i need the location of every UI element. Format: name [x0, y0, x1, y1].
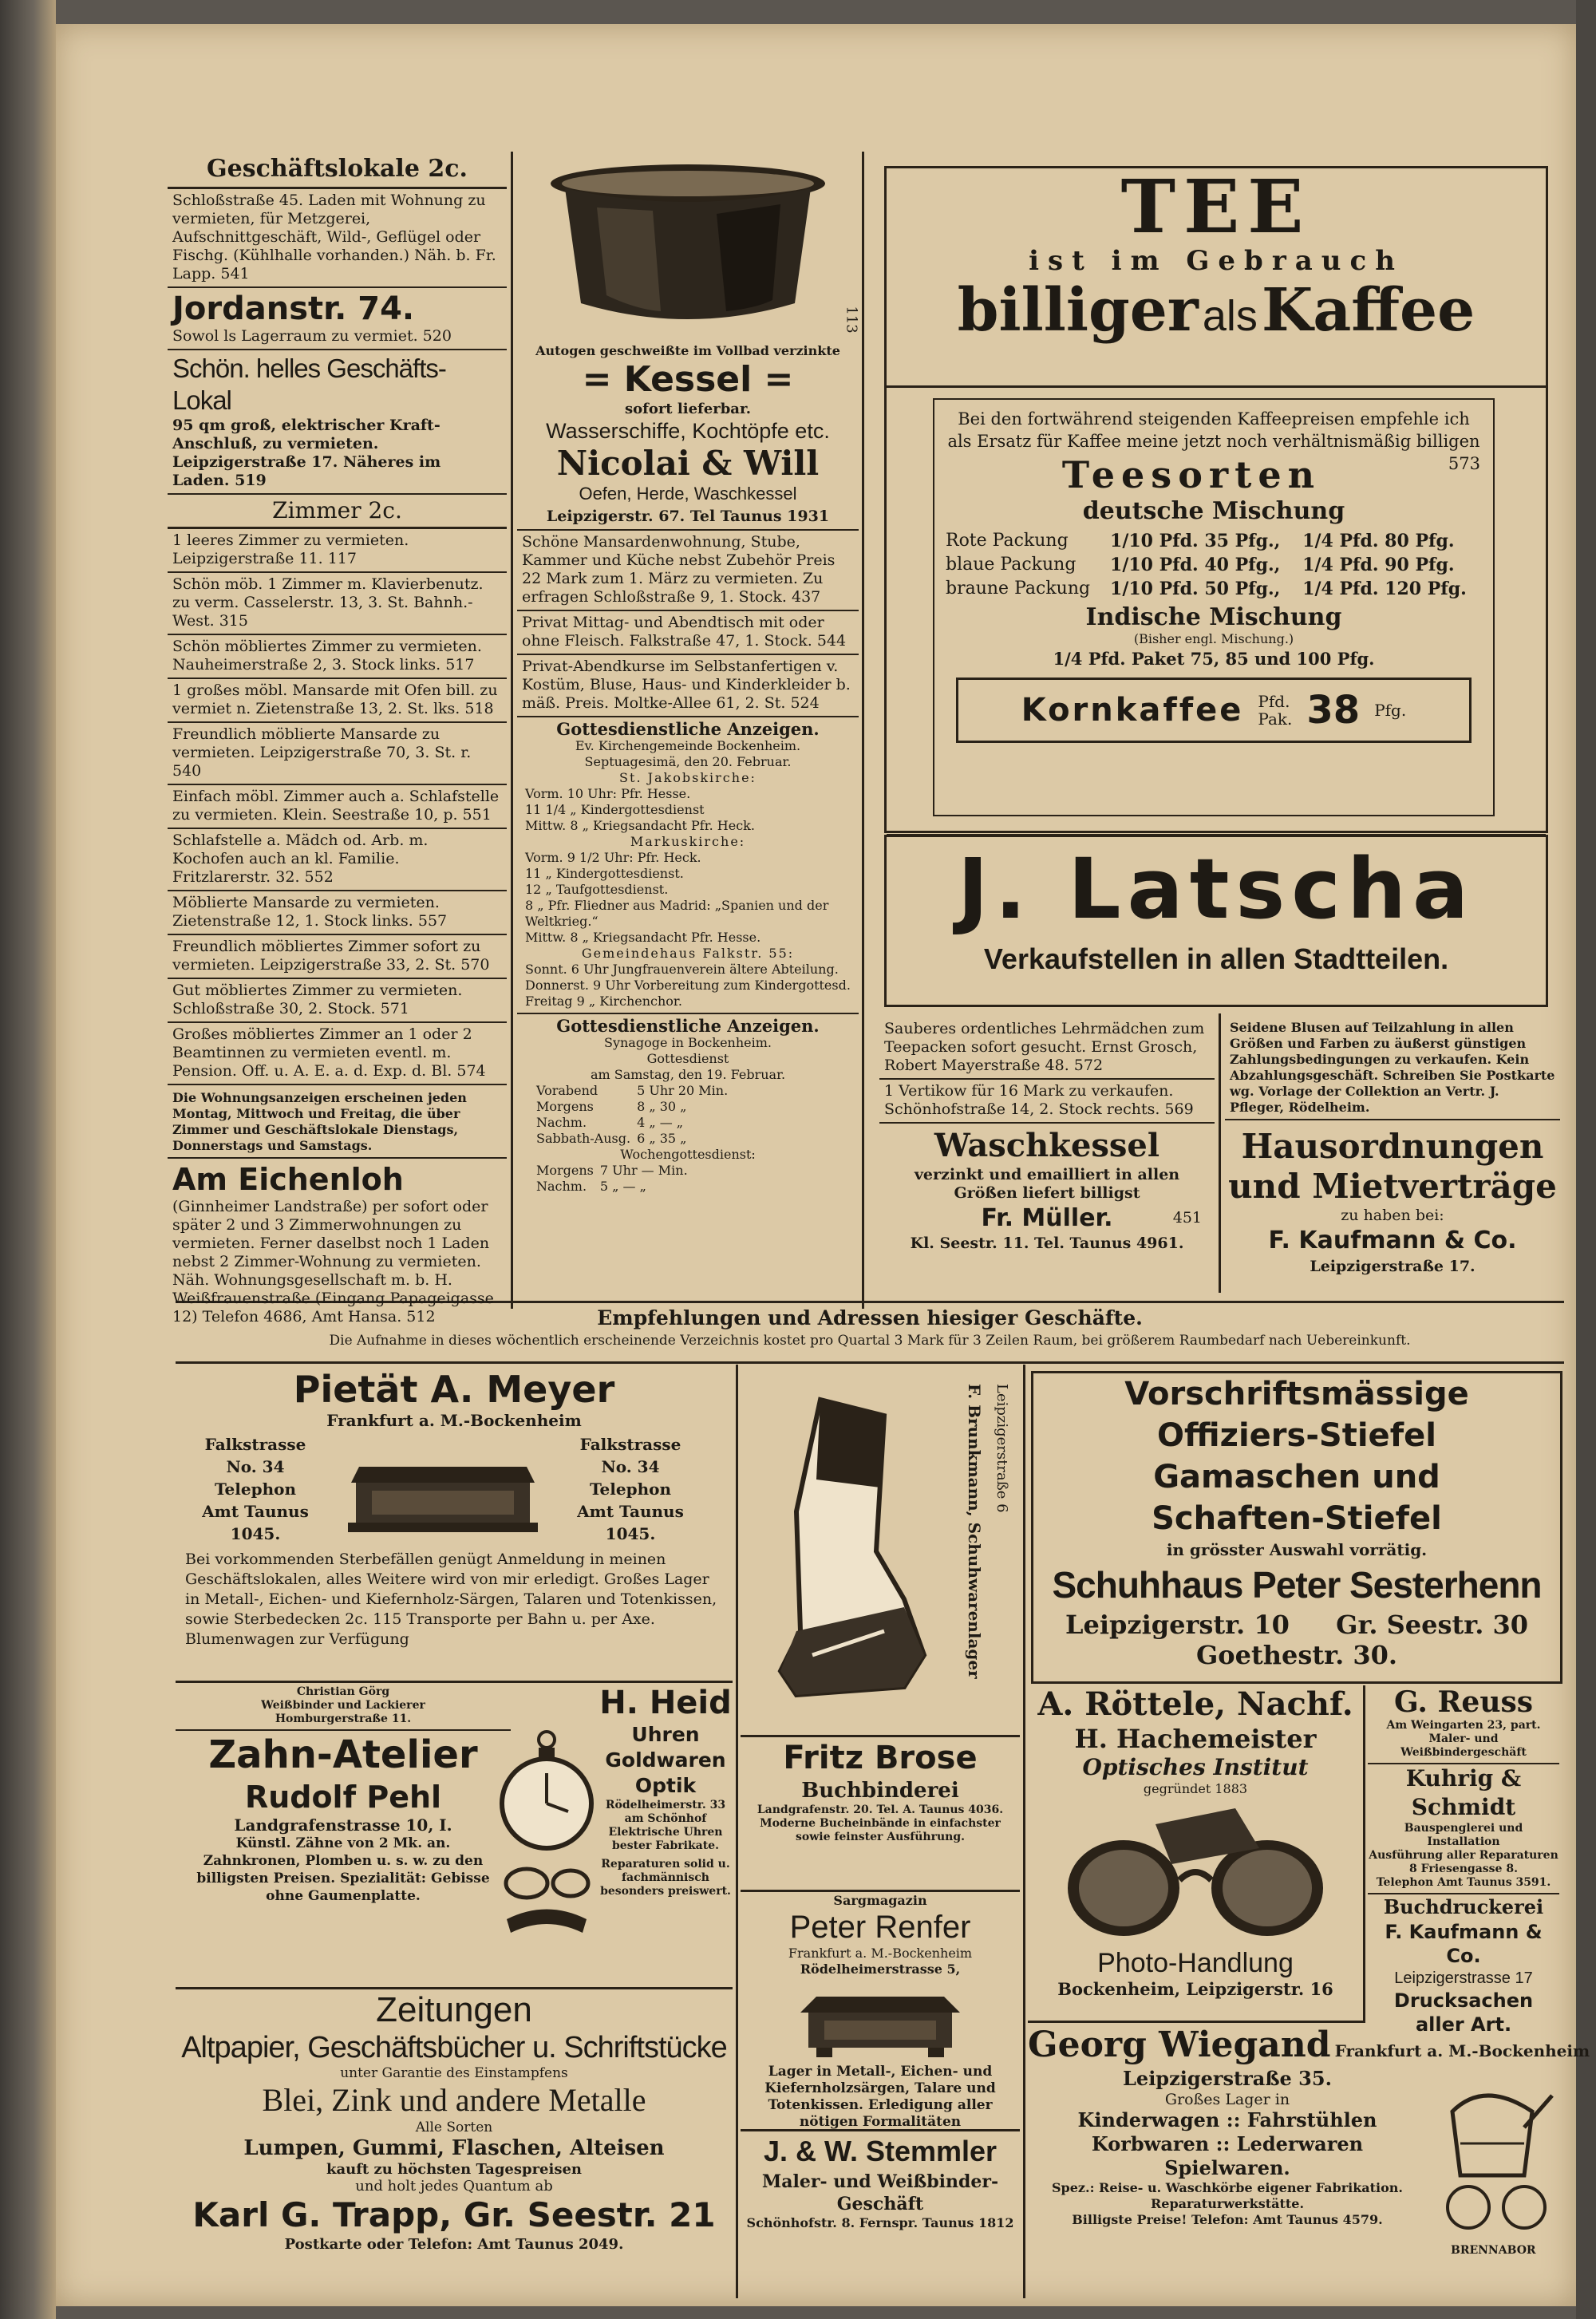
text-line: Telephon — [589, 1479, 672, 1499]
classified-ad — [1225, 1017, 1560, 1120]
section-header-geschaeftslokale: Geschäftslokale 2c. — [168, 152, 507, 189]
time-cell: 5 Uhr 20 Min. — [637, 1083, 729, 1098]
unit2: Pak. — [1258, 709, 1293, 729]
time-cell: 4 „ — „ — [637, 1115, 684, 1130]
classified-ad — [168, 1159, 507, 1329]
text-line: Am Weingarten 23, part. — [1386, 1719, 1541, 1732]
kornkaffee-label: Kornkaffee — [1021, 692, 1244, 729]
buch-addr: Leipzigerstrasse 17 — [1394, 1969, 1533, 1987]
ad-text: Sowol ls Lagerraum zu vermiet. 520 — [172, 327, 452, 345]
indische-line: 1/4 Pfd. Paket 75, 85 und 100 Pfg. — [1053, 649, 1375, 669]
pietaet-mid — [176, 1430, 733, 1550]
time-cell: 6 „ 35 „ — [637, 1131, 687, 1146]
buch-title: Buchdruckerei — [1383, 1895, 1544, 1918]
time-cell: 7 Uhr — Min. — [599, 1163, 688, 1178]
kuhrig-title: Kuhrig & Schmidt — [1405, 1765, 1522, 1820]
notice-text: Die Wohnungsanzeigen erscheinen jeden Montag, Mittwoch und Freitag, die über Zimmer und Geschäftslokale Dienstags, Donnerstags und Samstags. — [172, 1090, 467, 1153]
haus-sub: zu haben bei: — [1341, 1207, 1444, 1224]
text-line: Homburgerstraße 11. — [275, 1713, 412, 1725]
zeit-lumpen: Lumpen, Gummi, Flaschen, Alteisen — [243, 2136, 665, 2160]
time-cell: Vorabend — [536, 1083, 598, 1098]
text-line: Bauspenglerei und Installation — [1404, 1822, 1523, 1848]
tee-intro-text: Bei den fortwährend steigenden Kaffeepreisen empfehle ich als Ersatz für Kaffee meine jetzt noch verhältnismäßig billigen — [947, 409, 1480, 451]
text-line: Uhren — [631, 1723, 700, 1746]
zahn-name: Rudolf Pehl — [244, 1780, 442, 1815]
kornkaffee-price: 38 — [1306, 688, 1361, 733]
kessel-goods: Oefen, Herde, Waschkessel — [579, 484, 797, 504]
price-cell: braune Packung — [946, 579, 1091, 599]
renfer-sub: Sargmagazin — [833, 1893, 927, 1908]
empf-title: Empfehlungen und Adressen hiesiger Geschäfte. — [597, 1306, 1143, 1329]
church-line: Donnerst. 9 Uhr Vorbereitung zum Kindergottesd. — [525, 978, 851, 993]
roettele-ad — [1028, 1685, 1365, 2023]
price-cell: 1/10 Pfd. 40 Pfg., — [1110, 555, 1281, 575]
synagogue-sub2: Gottesdienst — [646, 1051, 729, 1066]
latscha-title: J. Latscha — [957, 840, 1476, 938]
time-cell: Nachm. — [536, 1179, 587, 1194]
tee-ad — [884, 166, 1548, 833]
heid-lines — [598, 1722, 733, 1799]
haus-addr: Leipzigerstraße 17. — [1310, 1258, 1476, 1275]
column-rule — [862, 152, 864, 1309]
church-line: Markuskirche: — [630, 834, 746, 849]
roettele-title: A. Röttele, Nachf. — [1037, 1685, 1353, 1723]
text-line: Goldwaren — [605, 1748, 726, 1772]
price-cell: 1/4 Pfd. 90 Pfg. — [1302, 555, 1455, 575]
sest-addr2: Gr. Seestr. 30 — [1336, 1610, 1528, 1640]
church-line: Mittw. 8 „ Kriegsandacht Pfr. Heck. — [525, 818, 755, 833]
ad-text: 1 Vertikow für 16 Mark zu verkaufen. Schönhofstraße 14, 2. Stock rechts. 569 — [884, 1082, 1194, 1118]
church-sub: Ev. Kirchengemeinde Bockenheim. — [575, 738, 801, 753]
church-date: Septuagesimä, den 20. Februar. — [584, 754, 792, 769]
trapp-ad — [176, 1990, 733, 2298]
section-header-zimmer: Zimmer 2c. — [168, 495, 507, 529]
latscha-ad — [884, 835, 1548, 1007]
right-right-ads — [1225, 1017, 1560, 1275]
classified-ad — [517, 611, 859, 655]
price-row — [942, 553, 1485, 577]
tee-intro — [934, 400, 1493, 473]
heid-rep: Reparaturen solid u. fachmännisch besonders preiswert. — [600, 1858, 731, 1898]
church-line: Gemeindehaus Falkstr. 55: — [581, 946, 795, 961]
text-line: Christian Görg — [296, 1685, 390, 1698]
haus-title: Hausordnungen und Mietverträge — [1228, 1127, 1557, 1206]
church-notices — [517, 717, 859, 1014]
pietaet-title: Pietät A. Meyer — [293, 1368, 615, 1411]
price-cell: blaue Packung — [946, 555, 1077, 575]
indische-mischung: Indische Mischung — [1085, 603, 1342, 631]
sest-addr1: Leipzigerstr. 10 — [1065, 1610, 1290, 1640]
text-line: Korbwaren :: Lederwaren — [1091, 2132, 1364, 2155]
price-table — [942, 529, 1485, 601]
stemmler-addr: Schönhofstr. 8. Fernspr. Taunus 1812 — [746, 2215, 1014, 2230]
room-ad: Freundlich möblierte Mansarde zu vermieten. Leipzigerstraße 70, 3. St. r. 540 — [168, 723, 507, 785]
ad-text: Seidene Blusen auf Teilzahlung in allen Größen und Farben zu äußerst günstigen Zahlungsbedingungen zu verkaufen. Kein Abzahlungsgeschäft. Schreiben Sie Postkarte wg. Vorlage der Collektion an Vertr. J. Pfleger, Rödelheim. — [1230, 1020, 1555, 1115]
trapp-tel: Postkarte oder Telefon: Amt Taunus 2049. — [284, 2236, 624, 2253]
kessel-title: = Kessel = — [582, 359, 794, 400]
synagogue-sub: Synagoge in Bockenheim. — [604, 1035, 772, 1050]
ad-text: Schöne Mansardenwohnung, Stube, Kammer und Küche nebst Zubehör Preis 22 Mark zum 1. März zu vermieten. Zu erfragen Schloßstraße 9, 1. Stock. 437 — [522, 533, 836, 606]
text-line: Ausführung aller Reparaturen — [1369, 1849, 1558, 1862]
schuh-vertical: F. Brunkmann, Schuhwarenlager — [965, 1384, 984, 1679]
brose-title: Fritz Brose — [783, 1740, 978, 1776]
time-cell: Sabbath-Ausg. — [536, 1131, 631, 1146]
renfer-title: Peter Renfer — [789, 1910, 971, 1945]
time-cell: Morgens — [536, 1163, 594, 1178]
column-rule — [1219, 1013, 1221, 1293]
price-cell: 1/10 Pfd. 35 Pfg., — [1110, 531, 1281, 551]
room-ad: 1 leeres Zimmer zu vermieten. Leipzigerstraße 11. 117 — [168, 529, 507, 573]
synagogue-week: Wochengottesdienst: — [620, 1147, 756, 1162]
text-line: No. 34 — [226, 1457, 285, 1476]
brennabor-label: BRENNABOR — [1451, 2244, 1536, 2257]
page-edge — [1576, 0, 1596, 2319]
tee-big2: Kaffee — [1262, 276, 1476, 345]
time-cell: Morgens — [536, 1099, 594, 1114]
church-lines — [522, 770, 854, 1009]
roettele-addr: Bockenheim, Leipzigerstr. 16 — [1057, 1979, 1333, 1999]
renfer-city: Frankfurt a. M.-Bockenheim — [788, 1946, 973, 1961]
haus-firm: F. Kaufmann & Co. — [1268, 1227, 1517, 1254]
buch-firm: F. Kaufmann & Co. — [1385, 1921, 1543, 1967]
church-line: Mittw. 8 „ Kriegsandacht Pfr. Hesse. — [525, 930, 761, 945]
glasses-image — [1052, 1800, 1339, 1944]
offz-sub: in grösster Auswahl vorrätig. — [1166, 1540, 1428, 1559]
sest-title: Schuhhaus Peter Sesterhenn — [1052, 1564, 1542, 1606]
roettele-photo: Photo-Handlung — [1097, 1948, 1294, 1978]
text-line: No. 34 — [601, 1457, 660, 1476]
kessel-sub: sofort lieferbar. — [624, 401, 752, 417]
text-line: Telephon — [214, 1479, 297, 1499]
synagogue-times-week — [533, 1163, 691, 1195]
zahn-ad — [176, 1731, 511, 1905]
brose-addr: Landgrafenstr. 20. Tel. A. Taunus 4036. — [757, 1803, 1004, 1816]
ad-text: Privat Mittag- und Abendtisch mit oder ohne Fleisch. Falkstraße 47, 1. Stock. 544 — [522, 614, 847, 650]
synagogue-title: Gottesdienstliche Anzeigen. — [556, 1016, 820, 1036]
kornkaffee-box — [956, 678, 1472, 743]
kessel-caption: Autogen geschweißte im Vollbad verzinkte — [535, 343, 840, 358]
stemmler-sub: Maler- und Weißbinder-Geschäft — [761, 2171, 999, 2214]
zahn-text: Künstl. Zähne von 2 Mk. an. Zahnkronen, Plomben u. s. w. zu den billigsten Preisen. Spezialität: Gebisse ohne Gaumenplatte. — [196, 1835, 490, 1904]
room-ad: Schön möbliertes Zimmer zu vermieten. Nauheimerstraße 2, 3. Stock links. 517 — [168, 635, 507, 679]
price-cell: 1/4 Pfd. 120 Pfg. — [1302, 579, 1467, 599]
wasch-firm: Fr. Müller. — [981, 1204, 1113, 1232]
room-ad: Einfach möbl. Zimmer auch a. Schlafstelle zu vermieten. Klein. Seestraße 10, p. 551 — [168, 785, 507, 829]
tee-inner-box — [933, 398, 1495, 816]
church-line: Vorm. 9 1/2 Uhr: Pfr. Heck. — [525, 850, 701, 865]
text-line: Telephon Amt Taunus 3591. — [1376, 1876, 1551, 1889]
offiziers-ad — [1031, 1371, 1562, 1684]
column-classifieds — [168, 152, 507, 1325]
column-rule — [1023, 1365, 1025, 2298]
empf-sub: Die Aufnahme in dieses wöchentlich erscheinende Verzeichnis kostet pro Quartal 3 Mark für 3 Zeilen Raum, bei größerem Raumbedarf nach Uebereinkunft. — [329, 1333, 1411, 1349]
roettele-name: H. Hachemeister — [1074, 1724, 1317, 1754]
tee-als: als — [1202, 292, 1258, 340]
classified-ad — [879, 1080, 1215, 1124]
wieg-tel: Billigste Preise! Telefon: Amt Taunus 4579. — [1072, 2212, 1383, 2227]
time-row — [533, 1131, 731, 1147]
zeit-kauft: kauft zu höchsten Tagespreisen — [326, 2161, 583, 2178]
wieg-goods — [1028, 2108, 1427, 2180]
goerg-ad — [176, 1684, 511, 1731]
wasch-addr: Kl. Seestr. 11. Tel. Taunus 4961. — [910, 1235, 1184, 1252]
classified-ad — [168, 189, 507, 288]
pietaet-city: Frankfurt a. M.-Bockenheim — [326, 1411, 582, 1430]
wieg-addr: Leipzigerstraße 35. — [1123, 2067, 1332, 2090]
wieg-header — [1028, 2024, 1590, 2067]
column-rule — [736, 1365, 738, 2298]
time-row — [533, 1163, 691, 1179]
church-title: Gottesdienstliche Anzeigen. — [556, 719, 820, 739]
renfer-addr: Rödelheimerstrasse 5, — [800, 1961, 961, 1977]
price-row — [942, 577, 1485, 601]
reuss-lines — [1368, 1719, 1559, 1764]
text-line: Falkstrasse — [204, 1435, 306, 1454]
pietaet-right-address — [551, 1433, 710, 1545]
boot-image — [764, 1392, 940, 1711]
time-row — [533, 1115, 731, 1131]
text-line: Gamaschen und — [1153, 1459, 1440, 1495]
ad-text: Sauberes ordentliches Lehrmädchen zum Teepacken sofort gesucht. Ernst Grosch, Robert Mayerstraße 48. 572 — [884, 1020, 1205, 1074]
church-line: 11 1/4 „ Kindergottesdienst — [525, 802, 705, 817]
room-ad: Gut möbliertes Zimmer zu vermieten. Schloßstraße 30, 2. Stock. 571 — [168, 979, 507, 1023]
time-cell: 5 „ — „ — [599, 1179, 646, 1194]
kessel-line: Wasserschiffe, Kochtöpfe etc. — [546, 419, 830, 443]
wieg-body — [1028, 2067, 1427, 2228]
ad-title: Am Eichenloh — [172, 1162, 404, 1197]
text-line: Maler- und Weißbindergeschäft — [1400, 1732, 1527, 1759]
tee-big1: billiger — [957, 276, 1199, 345]
wasch-firm-row — [884, 1203, 1210, 1235]
text-line: 8 Friesengasse 8. — [1409, 1863, 1518, 1875]
text-line: Optik — [634, 1774, 697, 1797]
tee-title: TEE — [1120, 164, 1312, 250]
tee-sub: ist im Gebrauch — [1029, 245, 1404, 277]
classified-ad — [879, 1017, 1215, 1080]
brose-sub: Buchbinderei — [801, 1779, 959, 1803]
text-line: Spielwaren. — [1164, 2156, 1290, 2179]
room-ads-list — [168, 529, 507, 1085]
church-line: 8 „ Pfr. Fliedner aus Madrid: „Spanien und der Weltkrieg.“ — [525, 898, 829, 929]
wieg-city: Frankfurt a. M.-Bockenheim — [1334, 2041, 1590, 2060]
price-row — [942, 529, 1485, 553]
room-ad: 1 großes möbl. Mansarde mit Ofen bill. zu vermiet n. Zietenstraße 13, 2. St. lks. 518 — [168, 679, 507, 723]
waschkessel-ad — [879, 1124, 1215, 1256]
trapp-title: Karl G. Trapp, Gr. Seestr. 21 — [192, 2195, 716, 2234]
synagogue-times — [533, 1083, 731, 1147]
wasch-title: Waschkessel — [934, 1127, 1160, 1164]
church-line: 11 „ Kindergottesdienst. — [525, 866, 684, 881]
time-row — [533, 1179, 691, 1195]
heid-title: H. Heid — [599, 1685, 732, 1721]
latscha-sub: Verkaufstellen in allen Stadtteilen. — [983, 942, 1449, 975]
room-ad: Möblierte Mansarde zu vermieten. Zietenstraße 12, 1. Stock links. 557 — [168, 891, 507, 935]
zeit-holt: und holt jedes Quantum ab — [355, 2178, 553, 2195]
pietaet-text: Bei vorkommenden Sterbefällen genügt Anmeldung in meinen Geschäftslokalen, alles Weitere wird von mir erledigt. Großes Lager in Metall-, Eichen- und Kiefernholz-Särgen, Talaren und Totenkissen, sowie Sterbedecken 2c. 115 Transporte per Bahn u. per Axe. Blumenwagen zur Verfügung — [185, 1551, 717, 1648]
stemmler-ad — [741, 2132, 1020, 2298]
time-row — [533, 1083, 731, 1099]
classified-ad — [168, 288, 507, 350]
classified-ad — [517, 531, 859, 611]
indische-sub: (Bisher engl. Mischung.) — [1133, 631, 1294, 646]
kessel-addr: Leipzigerstr. 67. Tel Taunus 1931 — [517, 505, 859, 531]
time-cell: 8 „ 30 „ — [637, 1099, 687, 1114]
pietaet-left-address — [184, 1433, 327, 1545]
heid-text: Elektrische Uhren bester Fabrikate. — [608, 1826, 723, 1852]
offz-lines — [1033, 1373, 1560, 1539]
price-cell: Rote Packung — [946, 531, 1069, 551]
classified-ad — [168, 350, 507, 495]
kornkaffee-pfg: Pfg. — [1374, 701, 1407, 720]
small-right-ads — [1368, 1685, 1559, 2036]
text-line: Offiziers-Stiefel — [1157, 1417, 1436, 1454]
empfehlungen-header — [176, 1306, 1564, 1364]
kettle-image — [517, 152, 859, 343]
ad-text: 95 qm groß, elektrischer Kraft-Anschluß, zu vermieten. Leipzigerstraße 17. Näheres im Laden. 519 — [172, 417, 441, 489]
watch-image — [495, 1724, 598, 1947]
zeit-sorten: Alle Sorten — [415, 2119, 493, 2135]
text-line: Schaften-Stiefel — [1152, 1500, 1442, 1537]
column-rule — [511, 152, 513, 1309]
tee-headline — [887, 277, 1546, 360]
hausordnungen-ad — [1225, 1120, 1560, 1275]
text-line: Falkstrasse — [579, 1435, 681, 1454]
notice — [168, 1085, 507, 1159]
roettele-year: gegründet 1883 — [1143, 1781, 1248, 1796]
kessel-firm: Nicolai & Will — [556, 444, 820, 483]
renfer-ad — [741, 1893, 1020, 2131]
stemmler-title: J. & W. Stemmler — [763, 2135, 998, 2167]
ad-title: Schön. helles Geschäfts-Lokal — [172, 354, 446, 415]
text-line: Amt Taunus 1045. — [202, 1502, 309, 1543]
casket-image — [792, 1981, 968, 2060]
goerg-zahn — [176, 1684, 511, 1905]
room-ad: Freundlich möbliertes Zimmer sofort zu vermieten. Leipzigerstraße 33, 2. St. 570 — [168, 935, 507, 979]
heid-addr: Rödelheimerstr. 33 am Schönhof — [605, 1799, 726, 1825]
brose-text: Moderne Bucheinbände in einfachster sowie feinster Ausführung. — [760, 1817, 1001, 1843]
text-line: Weißbinder und Lackierer — [261, 1699, 425, 1712]
deutsche-mischung: deutsche Mischung — [1082, 497, 1345, 525]
text-line: Vorschriftsmässige — [1124, 1376, 1469, 1412]
brose-ad — [741, 1738, 1020, 1892]
renfer-text: Lager in Metall-, Eichen- und Kiefernholzsärgen, Talare und Totenkissen. Erledigung aller nötigen Formalitäten — [764, 2064, 996, 2130]
church-line: 12 „ Taufgottesdienst. — [525, 882, 669, 897]
church-line: Vorm. 10 Uhr: Pfr. Hesse. — [525, 786, 691, 801]
roettele-sub: Optisches Institut — [1082, 1754, 1309, 1780]
room-ad: Schön möb. 1 Zimmer m. Klavierbenutz. zu verm. Casselerstr. 13, 3. St. Bahnh.-West. 315 — [168, 573, 507, 635]
buch-text: Drucksachen aller Art. — [1393, 1989, 1534, 2036]
wieg-title: Georg Wiegand — [1028, 2025, 1331, 2065]
reuss-title: G. Reuss — [1393, 1685, 1534, 1719]
zeit-small: unter Garantie des Einstampfens — [340, 2065, 568, 2081]
wiegand-ad — [1028, 2024, 1590, 2298]
time-cell: Nachm. — [536, 1115, 587, 1130]
text-line: Amt Taunus 1045. — [577, 1502, 684, 1543]
text-line: Kinderwagen :: Fahrstühlen — [1077, 2108, 1377, 2131]
coffin-image — [343, 1435, 543, 1539]
teesorten-title: Teesorten — [1061, 453, 1321, 496]
heid-ad — [598, 1684, 733, 1898]
column-middle — [517, 152, 859, 1301]
pram-image — [1436, 2080, 1556, 2239]
wieg-lager: Großes Lager in — [1164, 2091, 1290, 2108]
time-row — [533, 1099, 731, 1115]
ad-text: Privat-Abendkurse im Selbstanfertigen v. Kostüm, Bluse, Haus- und Kinderkleider b. mäß. Preis. Moltke-Allee 61, 2. St. 524 — [522, 658, 851, 712]
schuh-addr: Leipzigerstraße 6 — [994, 1384, 1010, 1513]
ad-text: Schloßstraße 45. Laden mit Wohnung zu vermieten, für Metzgerei, Aufschnittgeschäft, Wild-, Geflügel oder Fischg. (Kühlhalle vorhanden.) Näh. b. Fr. Lapp. 541 — [172, 192, 496, 282]
newspaper-page — [56, 24, 1590, 2306]
right-left-ads — [879, 1017, 1215, 1256]
divider — [887, 385, 1546, 388]
classified-ad — [517, 655, 859, 717]
zahn-addr: Landgrafenstrasse 10, I. — [234, 1815, 452, 1835]
wasch-num: 451 — [1172, 1209, 1202, 1227]
kuhrig-lines — [1368, 1822, 1559, 1894]
sest-addr3: Goethestr. 30. — [1195, 1640, 1398, 1670]
kornkaffee-unit — [1258, 693, 1292, 728]
tee-num: 573 — [1448, 454, 1480, 473]
mid-left-block — [176, 1684, 733, 1989]
page-number: 113 — [843, 306, 860, 334]
synagogue-notices — [517, 1014, 859, 1198]
wasch-text: verzinkt und emailliert in allen Größen liefert billigst — [914, 1166, 1180, 1202]
price-cell: 1/10 Pfd. 50 Pfg., — [1110, 579, 1281, 599]
room-ad: Schlafstelle a. Mädch od. Arb. m. Kochofen auch an kl. Familie. Fritzlarerstr. 32. 552 — [168, 829, 507, 891]
schuh-ad — [741, 1368, 1020, 1737]
wieg-rep: Reparaturwerkstätte. — [1150, 2196, 1305, 2211]
church-line: Sonnt. 6 Uhr Jungfrauenverein ältere Abteilung. — [525, 962, 839, 977]
zahn-title: Zahn-Atelier — [208, 1732, 478, 1777]
price-cell: 1/4 Pfd. 80 Pfg. — [1302, 531, 1455, 551]
column-right — [870, 144, 1572, 1301]
ad-title: Jordanstr. 74. — [172, 290, 415, 327]
unit1: Pfd. — [1258, 692, 1290, 711]
zeit-metal: Blei, Zink und andere Metalle — [262, 2082, 646, 2118]
synagogue-date: am Samstag, den 19. Februar. — [590, 1067, 786, 1082]
zeit-sub: Altpapier, Geschäftsbücher u. Schriftstücke — [181, 2031, 727, 2064]
room-ad: Großes möbliertes Zimmer an 1 oder 2 Beamtinnen zu vermieten eventl. m. Pension. Off. u. A. E. a. d. Exp. d. Bl. 574 — [168, 1023, 507, 1085]
zeit-title: Zeitungen — [376, 1990, 532, 2029]
church-line: St. Jakobskirche: — [619, 770, 757, 785]
wieg-spez: Spez.: Reise- u. Waschkörbe eigener Fabrikation. — [1051, 2180, 1403, 2195]
sest-addr-row — [1033, 1610, 1560, 1640]
ad-text: (Ginnheimer Landstraße) per sofort oder später 2 und 3 Zimmerwohnungen zu vermieten. Ferner daselbst noch 1 Laden nebst 2 Zimmer-Wohnung zu vermieten. Näh. Wohnungsgesellschaft m. b. H. Weißfrauenstraße (Eingang Papageigasse 12) Telefon 4686, Amt Hansa. 512 — [172, 1198, 494, 1325]
book-spine — [0, 0, 56, 2319]
church-line: Freitag 9 „ Kirchenchor. — [525, 994, 682, 1009]
pietaet-ad — [176, 1368, 733, 1683]
